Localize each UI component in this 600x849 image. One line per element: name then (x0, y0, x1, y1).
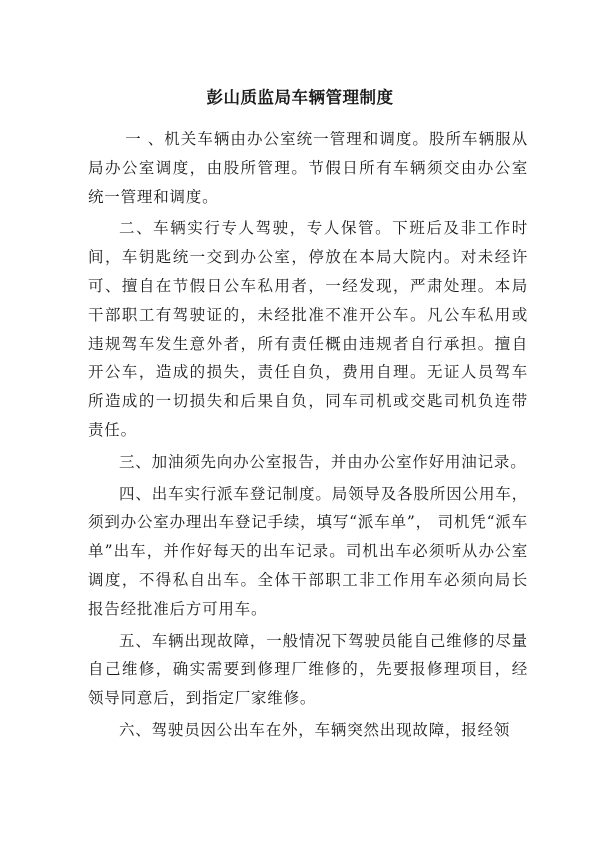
paragraph-5: 五、车辆出现故障，一般情况下驾驶员能自己维修的尽量自己维修，确实需要到修理厂维修的，先要报修理项目，经领导同意后，到指定厂家维修。 (88, 631, 528, 708)
document-body (88, 125, 528, 745)
paragraph-2: 二、车辆实行专人驾驶，专人保管。下班后及非工作时间，车钥匙统一交到办公室，停放在本局大院内。对未经许可、擅自在节假日公车私用者，一经发现，严肃处理。本局干部职工有驾驶证的，未经批准不准开公车。凡公车私用或违规驾车发生意外者，所有责任概由违规者自行承担。擅自开公车，造成的损失，责任自负，费用自理。无证人员驾车所造成的一切损失和后果自负，同车司机或交匙司机负连带责任。 (88, 219, 528, 439)
paragraph-1: 一 、机关车辆由办公室统一管理和调度。股所车辆服从局办公室调度，由股所管理。节假日所有车辆须交由办公室统一管理和调度。 (88, 130, 528, 206)
document-title: 彭山质监局车辆管理制度 (206, 88, 394, 107)
paragraph-3: 三、加油须先向办公室报告，并由办公室作好用油记录。 (119, 452, 527, 471)
paragraph-6: 六、驾驶员因公出车在外，车辆突然出现故障，报经领 (119, 720, 511, 739)
paragraph-4: 四、出车实行派车登记制度。局领导及各股所因公用车，须到办公室办理出车登记手续，填写“派车单”， 司机凭“派车单”出车，并作好每天的出车记录。司机出车必须听从办公室调度，不得私自出车。全体干部职工非工作用车必须向局长报告经批准后方可用车。 (88, 484, 528, 618)
